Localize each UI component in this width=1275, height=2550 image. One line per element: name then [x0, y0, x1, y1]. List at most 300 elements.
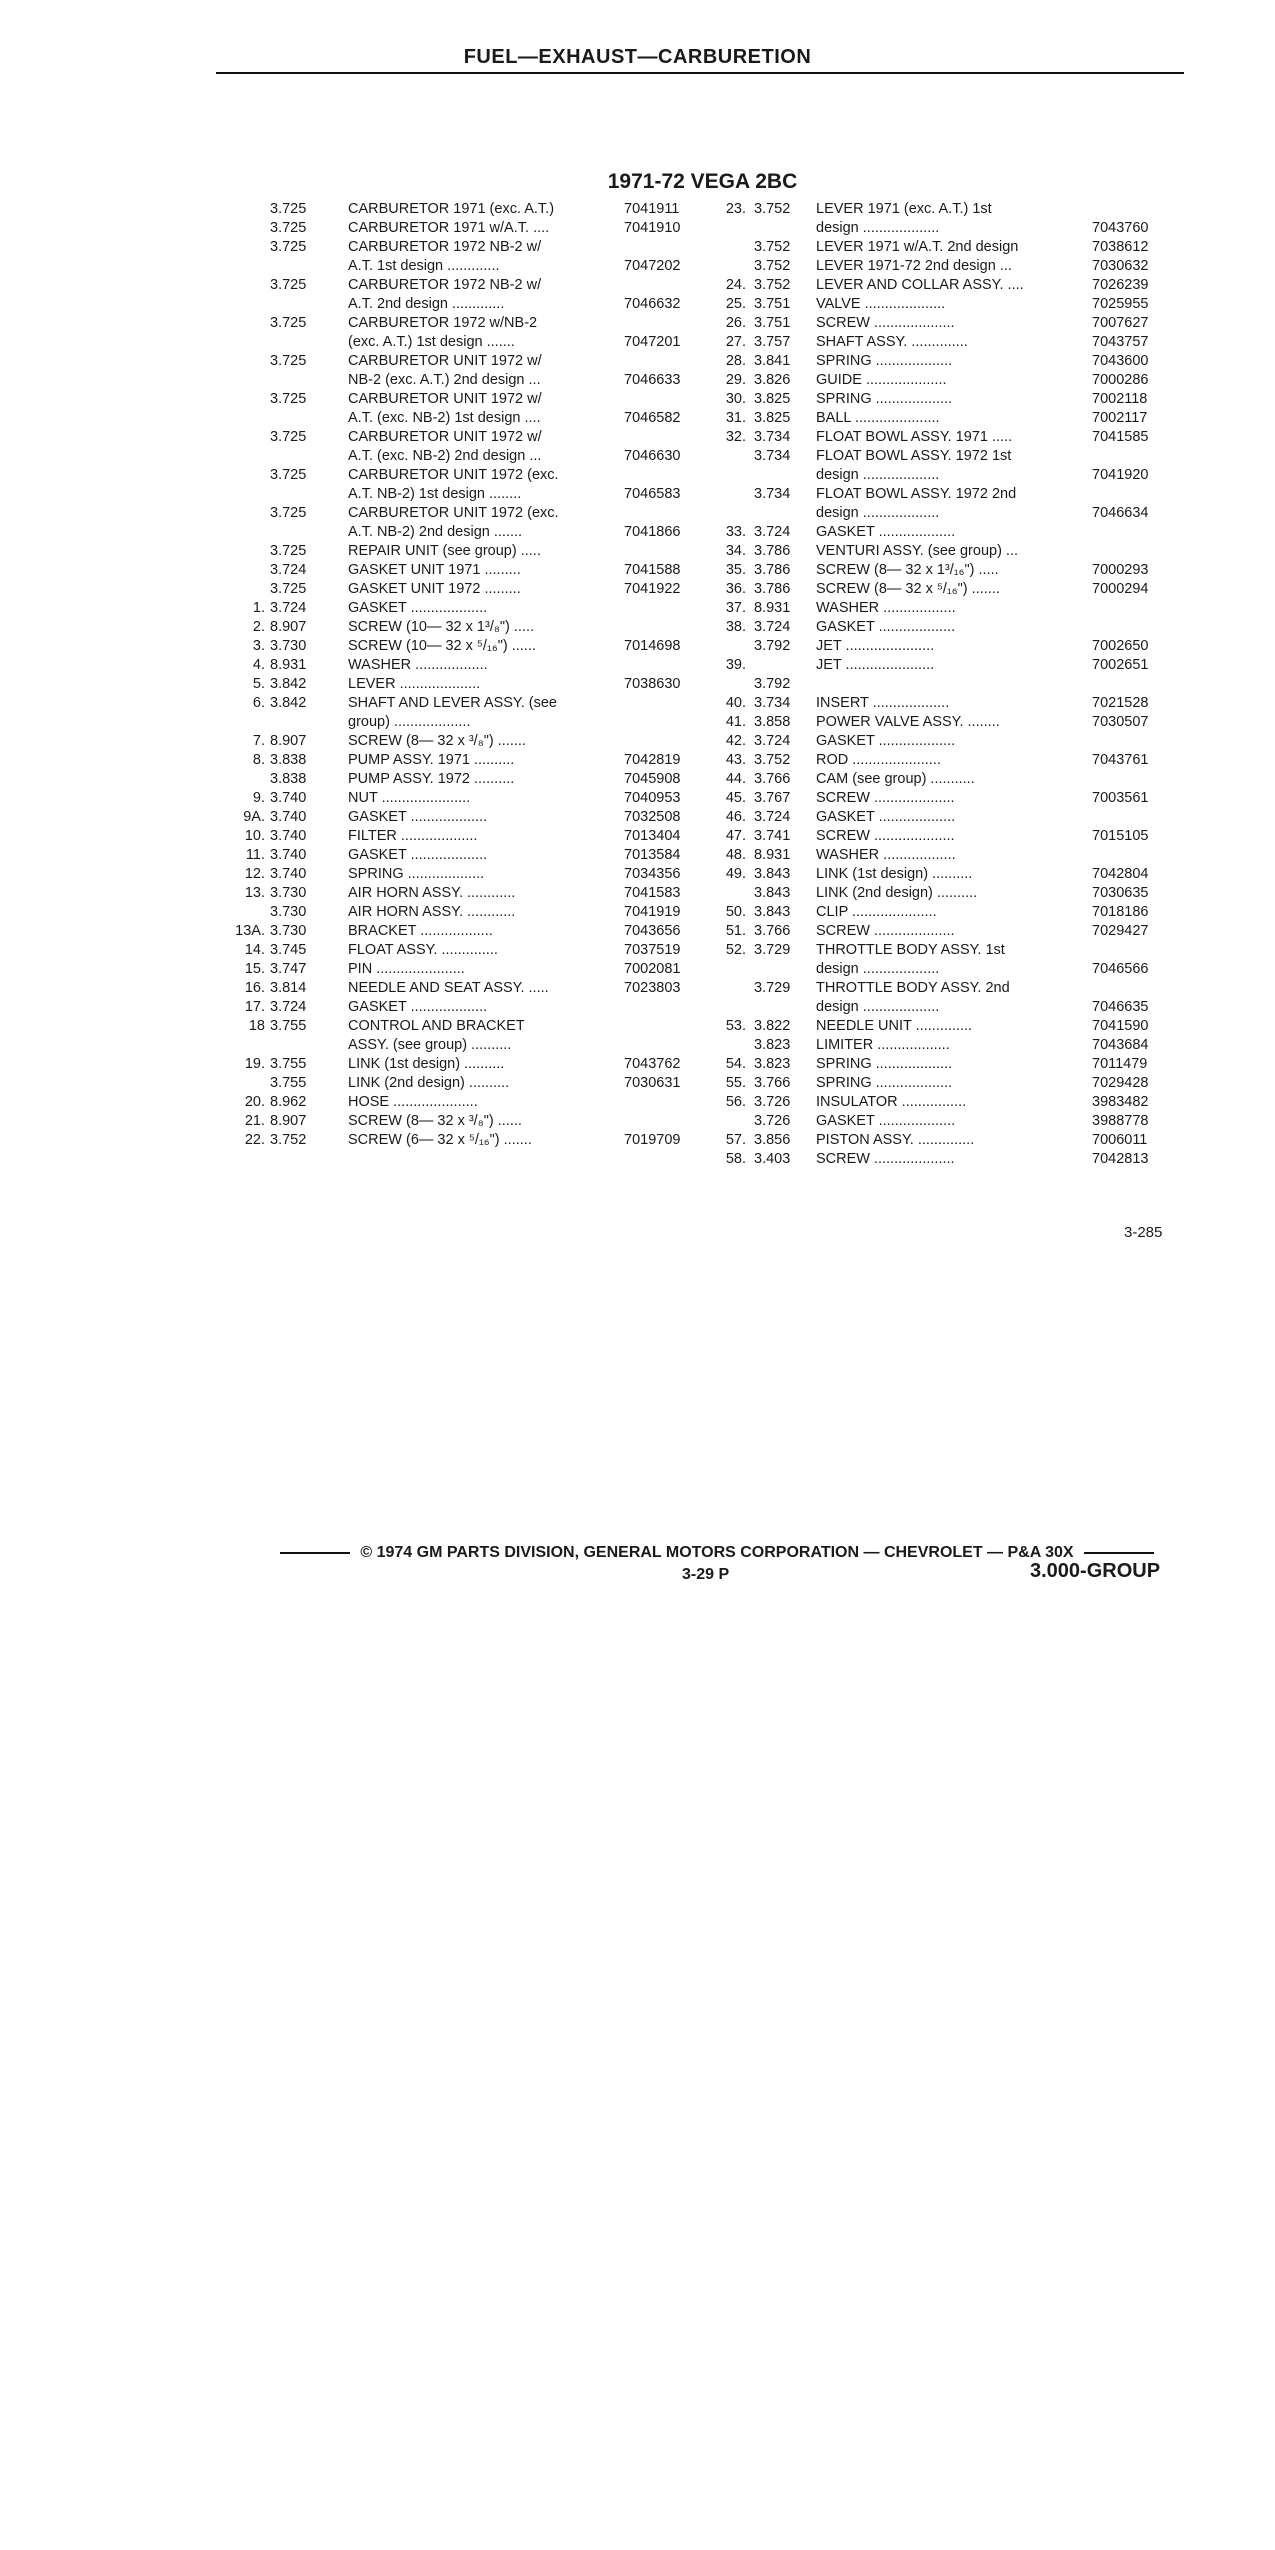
- group-number: 3.767: [754, 790, 791, 806]
- part-number: 7043656: [624, 923, 681, 939]
- group-number: 3.734: [754, 448, 791, 464]
- part-number: 7043600: [1092, 353, 1149, 369]
- part-number: 7030631: [624, 1075, 681, 1091]
- ref-number: 12.: [244, 866, 265, 882]
- group-number: 3.725: [270, 315, 307, 331]
- part-description: GASKET ...................: [816, 524, 956, 540]
- part-description: NEEDLE AND SEAT ASSY. .....: [348, 980, 549, 996]
- part-description: GASKET ...................: [348, 999, 488, 1015]
- parts-row: [220, 371, 708, 390]
- parts-row: [702, 1112, 1172, 1131]
- parts-row: [220, 675, 708, 694]
- part-description: GASKET UNIT 1971 .........: [348, 562, 521, 578]
- parts-row: [220, 333, 708, 352]
- ref-number: 11.: [245, 847, 265, 863]
- parts-row: [702, 941, 1172, 960]
- ref-number: 54.: [725, 1056, 746, 1072]
- ref-number: 37.: [725, 600, 746, 616]
- part-description: SCREW (8— 32 x ⁵/₁₆") .......: [816, 581, 1000, 597]
- part-description: CARBURETOR 1971 (exc. A.T.): [348, 201, 555, 217]
- part-description: GASKET ...................: [816, 1113, 956, 1129]
- page-number: 3-285: [1124, 1224, 1163, 1241]
- group-number: 3.826: [754, 372, 791, 388]
- part-number: 7046566: [1092, 961, 1149, 977]
- part-description: LINK (1st design) ..........: [348, 1056, 505, 1072]
- parts-row: [220, 466, 708, 485]
- part-number: 7011479: [1092, 1056, 1148, 1072]
- part-description: SHAFT ASSY. ..............: [816, 334, 968, 350]
- part-description: CARBURETOR 1972 NB-2 w/: [348, 239, 542, 255]
- part-description: CARBURETOR UNIT 1972 (exc.: [348, 505, 559, 521]
- parts-row: [220, 770, 708, 789]
- part-description: SCREW ....................: [816, 923, 955, 939]
- part-number: 7030632: [1092, 258, 1149, 274]
- group-number: 3.730: [270, 904, 307, 920]
- ref-number: 32.: [725, 429, 746, 445]
- part-description: CARBURETOR UNIT 1972 w/: [348, 353, 542, 369]
- parts-row: [702, 675, 1172, 694]
- group-number: 3.792: [754, 676, 791, 692]
- part-description: FLOAT BOWL ASSY. 1972 2nd: [816, 486, 1017, 502]
- group-number: 3.724: [270, 999, 307, 1015]
- group-number: 3.747: [270, 961, 307, 977]
- group-number: 3.725: [270, 505, 307, 521]
- part-description: CARBURETOR 1972 w/NB-2: [348, 315, 538, 331]
- part-number: 7041590: [1092, 1018, 1149, 1034]
- ref-number: 42.: [725, 733, 746, 749]
- parts-row: [220, 656, 708, 675]
- parts-row: [220, 903, 708, 922]
- parts-row: [220, 884, 708, 903]
- part-description: PIN ......................: [348, 961, 465, 977]
- parts-row: [702, 770, 1172, 789]
- group-number: 8.907: [270, 619, 307, 635]
- parts-row: [220, 1131, 708, 1150]
- part-description: AIR HORN ASSY. ............: [348, 904, 516, 920]
- group-number: 3.726: [754, 1113, 791, 1129]
- parts-row: [702, 751, 1172, 770]
- group-number: 3.841: [754, 353, 791, 369]
- group-number: 3.752: [754, 277, 791, 293]
- page-header-title: FUEL—EXHAUST—CARBURETION: [463, 46, 812, 68]
- group-number: 3.740: [270, 847, 307, 863]
- ref-number: 21.: [244, 1113, 265, 1129]
- group-number: 3.751: [754, 296, 791, 312]
- group-number: 3.725: [270, 353, 307, 369]
- part-description: LEVER 1971-72 2nd design ...: [816, 258, 1012, 274]
- parts-row: [702, 960, 1172, 979]
- parts-row: [702, 827, 1172, 846]
- parts-row: [220, 922, 708, 941]
- ref-number: 24.: [725, 277, 746, 293]
- part-number: 7041866: [624, 524, 681, 540]
- part-number: 7000294: [1092, 581, 1149, 597]
- ref-number: 9.: [252, 790, 265, 806]
- ref-number: 36.: [725, 581, 746, 597]
- part-description: SCREW (10— 32 x ⁵/₁₆") ......: [348, 638, 536, 654]
- part-number: 7000293: [1092, 562, 1149, 578]
- ref-number: 26.: [725, 315, 746, 331]
- footer-page-code: 3-29 P: [682, 1566, 730, 1583]
- parts-row: [702, 504, 1172, 523]
- ref-number: 2.: [252, 619, 265, 635]
- part-description: BALL .....................: [816, 410, 940, 426]
- group-number: 3.725: [270, 220, 307, 236]
- ref-number: 13.: [244, 885, 265, 901]
- part-number: 7041585: [1092, 429, 1149, 445]
- part-description: GASKET UNIT 1972 .........: [348, 581, 521, 597]
- parts-row: [702, 314, 1172, 333]
- part-description: NEEDLE UNIT ..............: [816, 1018, 973, 1034]
- part-number: 7013404: [624, 828, 681, 844]
- ref-number: 33.: [725, 524, 746, 540]
- part-description: SCREW (8— 32 x ³/₈") ......: [348, 1113, 522, 1129]
- part-description: INSERT ...................: [816, 695, 950, 711]
- part-number: 7023803: [624, 980, 681, 996]
- group-number: 3.745: [270, 942, 307, 958]
- group-number: 3.838: [270, 752, 307, 768]
- group-number: 3.734: [754, 695, 791, 711]
- parts-row: [702, 561, 1172, 580]
- parts-row: [702, 618, 1172, 637]
- parts-row: [702, 523, 1172, 542]
- part-description: SCREW (8— 32 x 1³/₁₆") .....: [816, 562, 999, 578]
- parts-row: [220, 599, 708, 618]
- parts-row: [702, 295, 1172, 314]
- parts-row: [220, 580, 708, 599]
- ref-number: 53.: [725, 1018, 746, 1034]
- part-number: 7021528: [1092, 695, 1149, 711]
- group-number: 3.740: [270, 866, 307, 882]
- parts-row: [220, 1093, 708, 1112]
- part-description: SPRING ...................: [816, 353, 953, 369]
- part-description: CONTROL AND BRACKET: [348, 1018, 525, 1034]
- part-number: 7046634: [1092, 505, 1149, 521]
- parts-row: [220, 751, 708, 770]
- part-number: 7047201: [624, 334, 681, 350]
- parts-row: [220, 846, 708, 865]
- group-number: 3.725: [270, 201, 307, 217]
- parts-row: [702, 1074, 1172, 1093]
- part-number: 7037519: [624, 942, 681, 958]
- parts-row: [702, 1036, 1172, 1055]
- parts-row: [702, 979, 1172, 998]
- ref-number: 58.: [725, 1151, 746, 1167]
- parts-row: [220, 732, 708, 751]
- parts-row: [220, 219, 708, 238]
- parts-row: [220, 504, 708, 523]
- ref-number: 14.: [244, 942, 265, 958]
- part-description: SPRING ...................: [348, 866, 485, 882]
- part-number: 7032508: [624, 809, 681, 825]
- part-description: WASHER ..................: [816, 600, 956, 616]
- parts-row: [702, 694, 1172, 713]
- part-description: HOSE .....................: [348, 1094, 478, 1110]
- parts-row: [220, 542, 708, 561]
- part-number: 7015105: [1092, 828, 1149, 844]
- parts-row: [220, 789, 708, 808]
- group-number: 3.725: [270, 467, 307, 483]
- ref-number: 35.: [725, 562, 746, 578]
- ref-number: 8.: [252, 752, 265, 768]
- ref-number: 27.: [725, 334, 746, 350]
- parts-row: [702, 1017, 1172, 1036]
- part-description: SCREW (10— 32 x 1³/₈") .....: [348, 619, 535, 635]
- parts-row: [220, 485, 708, 504]
- part-description: design ...................: [816, 505, 940, 521]
- parts-row: [220, 295, 708, 314]
- ref-number: 29.: [725, 372, 746, 388]
- part-number: 7041919: [624, 904, 681, 920]
- parts-row: [702, 485, 1172, 504]
- part-number: 7042813: [1092, 1151, 1149, 1167]
- part-number: 7046633: [624, 372, 681, 388]
- part-description: PUMP ASSY. 1971 ..........: [348, 752, 515, 768]
- ref-number: 15.: [244, 961, 265, 977]
- part-description: LIMITER ..................: [816, 1037, 950, 1053]
- part-description: NB-2 (exc. A.T.) 2nd design ...: [348, 372, 541, 388]
- parts-row: [702, 219, 1172, 238]
- ref-number: 44.: [725, 771, 746, 787]
- part-description: CAM (see group) ...........: [816, 771, 975, 787]
- part-number: 7025955: [1092, 296, 1149, 312]
- parts-row: [220, 960, 708, 979]
- part-number: 7003561: [1092, 790, 1149, 806]
- part-description: SCREW ....................: [816, 1151, 955, 1167]
- ref-number: 7.: [252, 733, 265, 749]
- group-number: 8.931: [754, 847, 791, 863]
- parts-row: [702, 922, 1172, 941]
- part-description: CARBURETOR 1972 NB-2 w/: [348, 277, 542, 293]
- parts-row: [220, 352, 708, 371]
- part-number: 7038630: [624, 676, 681, 692]
- group-number: 3.842: [270, 695, 307, 711]
- group-number: 3.725: [270, 581, 307, 597]
- part-number: 7041583: [624, 885, 681, 901]
- part-description: LINK (2nd design) ..........: [348, 1075, 510, 1091]
- group-number: 3.757: [754, 334, 791, 350]
- group-number: 8.931: [754, 600, 791, 616]
- group-number: 3.751: [754, 315, 791, 331]
- parts-row: [220, 865, 708, 884]
- group-number: 3.725: [270, 239, 307, 255]
- parts-row: [702, 542, 1172, 561]
- footer-copyright: © 1974 GM PARTS DIVISION, GENERAL MOTORS CORPORATION — CHEVROLET — P&A 30X: [360, 1544, 1074, 1561]
- parts-row: [702, 200, 1172, 219]
- ref-number: 13A.: [235, 923, 265, 939]
- part-description: GASKET ...................: [816, 619, 956, 635]
- part-description: GASKET ...................: [348, 809, 488, 825]
- parts-row: [220, 257, 708, 276]
- ref-number: 41.: [725, 714, 746, 730]
- parts-row: [702, 808, 1172, 827]
- parts-row: [220, 713, 708, 732]
- part-number: 7030507: [1092, 714, 1149, 730]
- ref-number: 46.: [725, 809, 746, 825]
- group-number: 3.741: [754, 828, 791, 844]
- ref-number: 18: [248, 1018, 265, 1034]
- parts-row: [220, 941, 708, 960]
- group-number: 3.786: [754, 543, 791, 559]
- part-description: GASKET ...................: [816, 809, 956, 825]
- part-description: design ...................: [816, 961, 940, 977]
- group-number: 3.822: [754, 1018, 791, 1034]
- group-number: 3.843: [754, 885, 791, 901]
- part-number: 7014698: [624, 638, 681, 654]
- part-number: 7018186: [1092, 904, 1149, 920]
- group-number: 3.752: [270, 1132, 307, 1148]
- part-number: 7046632: [624, 296, 681, 312]
- ref-number: 17.: [244, 999, 265, 1015]
- parts-row: [702, 352, 1172, 371]
- part-description: (exc. A.T.) 1st design .......: [348, 334, 515, 350]
- part-description: A.T. 1st design .............: [348, 258, 500, 274]
- parts-row: [220, 1036, 708, 1055]
- part-description: CARBURETOR UNIT 1972 (exc.: [348, 467, 559, 483]
- part-description: ROD ......................: [816, 752, 941, 768]
- part-number: 7041911: [624, 201, 680, 217]
- group-number: 8.962: [270, 1094, 307, 1110]
- part-description: NUT ......................: [348, 790, 471, 806]
- parts-row: [220, 1055, 708, 1074]
- part-number: 7026239: [1092, 277, 1149, 293]
- group-number: 3.729: [754, 980, 791, 996]
- part-number: 7043761: [1092, 752, 1149, 768]
- ref-number: 28.: [725, 353, 746, 369]
- part-description: SCREW (8— 32 x ³/₈") .......: [348, 733, 526, 749]
- parts-row: [702, 789, 1172, 808]
- group-number: 3.792: [754, 638, 791, 654]
- part-number: 7002081: [624, 961, 681, 977]
- parts-row: [702, 713, 1172, 732]
- group-number: 3.838: [270, 771, 307, 787]
- group-number: 3.730: [270, 885, 307, 901]
- group-number: 3.724: [754, 524, 791, 540]
- ref-number: 45.: [725, 790, 746, 806]
- parts-row: [220, 314, 708, 333]
- parts-row: [702, 1055, 1172, 1074]
- part-description: INSULATOR ................: [816, 1094, 967, 1110]
- parts-row: [220, 409, 708, 428]
- parts-list-left-column: [220, 200, 708, 1150]
- part-description: group) ...................: [348, 714, 471, 730]
- part-number: 7002651: [1092, 657, 1149, 673]
- parts-row: [220, 827, 708, 846]
- part-description: REPAIR UNIT (see group) .....: [348, 543, 541, 559]
- ref-number: 34.: [725, 543, 746, 559]
- parts-row: [702, 390, 1172, 409]
- part-number: 7029428: [1092, 1075, 1149, 1091]
- group-number: 3.725: [270, 391, 307, 407]
- ref-number: 31.: [725, 410, 746, 426]
- group-number: 3.842: [270, 676, 307, 692]
- part-description: PUMP ASSY. 1972 ..........: [348, 771, 515, 787]
- parts-row: [220, 998, 708, 1017]
- parts-row: [220, 561, 708, 580]
- part-description: design ...................: [816, 220, 940, 236]
- group-number: 3.730: [270, 638, 307, 654]
- part-description: SPRING ...................: [816, 391, 953, 407]
- ref-number: 47.: [725, 828, 746, 844]
- part-description: JET ......................: [816, 638, 935, 654]
- ref-number: 16.: [244, 980, 265, 996]
- parts-row: [220, 1017, 708, 1036]
- parts-row: [702, 409, 1172, 428]
- group-number: 3.856: [754, 1132, 791, 1148]
- parts-row: [702, 599, 1172, 618]
- group-number: 3.730: [270, 923, 307, 939]
- parts-row: [702, 846, 1172, 865]
- parts-row: [220, 694, 708, 713]
- part-description: FLOAT BOWL ASSY. 1972 1st: [816, 448, 1012, 464]
- part-description: ASSY. (see group) ..........: [348, 1037, 512, 1053]
- parts-row: [220, 276, 708, 295]
- part-description: SCREW ....................: [816, 315, 955, 331]
- part-description: LEVER ....................: [348, 676, 481, 692]
- parts-row: [220, 428, 708, 447]
- ref-number: 20.: [244, 1094, 265, 1110]
- ref-number: 57.: [725, 1132, 746, 1148]
- part-description: design ...................: [816, 999, 940, 1015]
- part-description: WASHER ..................: [816, 847, 956, 863]
- group-number: 3.725: [270, 543, 307, 559]
- part-description: LEVER 1971 (exc. A.T.) 1st: [816, 201, 992, 217]
- group-number: 3.740: [270, 790, 307, 806]
- part-description: A.T. (exc. NB-2) 2nd design ...: [348, 448, 542, 464]
- group-number: 3.724: [270, 562, 307, 578]
- section-title: 1971-72 VEGA 2BC: [607, 170, 798, 193]
- parts-row: [702, 276, 1172, 295]
- ref-number: 25.: [725, 296, 746, 312]
- parts-row: [702, 903, 1172, 922]
- group-number: 3.823: [754, 1037, 791, 1053]
- part-number: 7046630: [624, 448, 681, 464]
- ref-number: 6.: [252, 695, 265, 711]
- part-number: 7042819: [624, 752, 681, 768]
- part-number: 7002650: [1092, 638, 1149, 654]
- parts-row: [220, 618, 708, 637]
- parts-row: [220, 808, 708, 827]
- part-description: GASKET ...................: [816, 733, 956, 749]
- part-number: 7002118: [1092, 391, 1148, 407]
- ref-number: 19.: [244, 1056, 265, 1072]
- ref-number: 9A.: [243, 809, 265, 825]
- group-number: 3.403: [754, 1151, 791, 1167]
- parts-row: [702, 238, 1172, 257]
- group-number: 3.814: [270, 980, 307, 996]
- part-number: 7046583: [624, 486, 681, 502]
- part-description: A.T. 2nd design .............: [348, 296, 505, 312]
- parts-row: [220, 390, 708, 409]
- ref-number: 10.: [244, 828, 265, 844]
- parts-row: [702, 333, 1172, 352]
- parts-row: [702, 257, 1172, 276]
- part-description: SPRING ...................: [816, 1075, 953, 1091]
- part-number: 7038612: [1092, 239, 1149, 255]
- part-description: POWER VALVE ASSY. ........: [816, 714, 1000, 730]
- parts-row: [702, 447, 1172, 466]
- group-number: 3.724: [754, 619, 791, 635]
- parts-row: [220, 523, 708, 542]
- group-number: 3.786: [754, 581, 791, 597]
- parts-row: [220, 1112, 708, 1131]
- group-number: 3.766: [754, 923, 791, 939]
- parts-row: [702, 428, 1172, 447]
- group-number: 3.755: [270, 1056, 307, 1072]
- part-number: 7041588: [624, 562, 681, 578]
- part-description: SCREW ....................: [816, 790, 955, 806]
- part-description: CARBURETOR UNIT 1972 w/: [348, 391, 542, 407]
